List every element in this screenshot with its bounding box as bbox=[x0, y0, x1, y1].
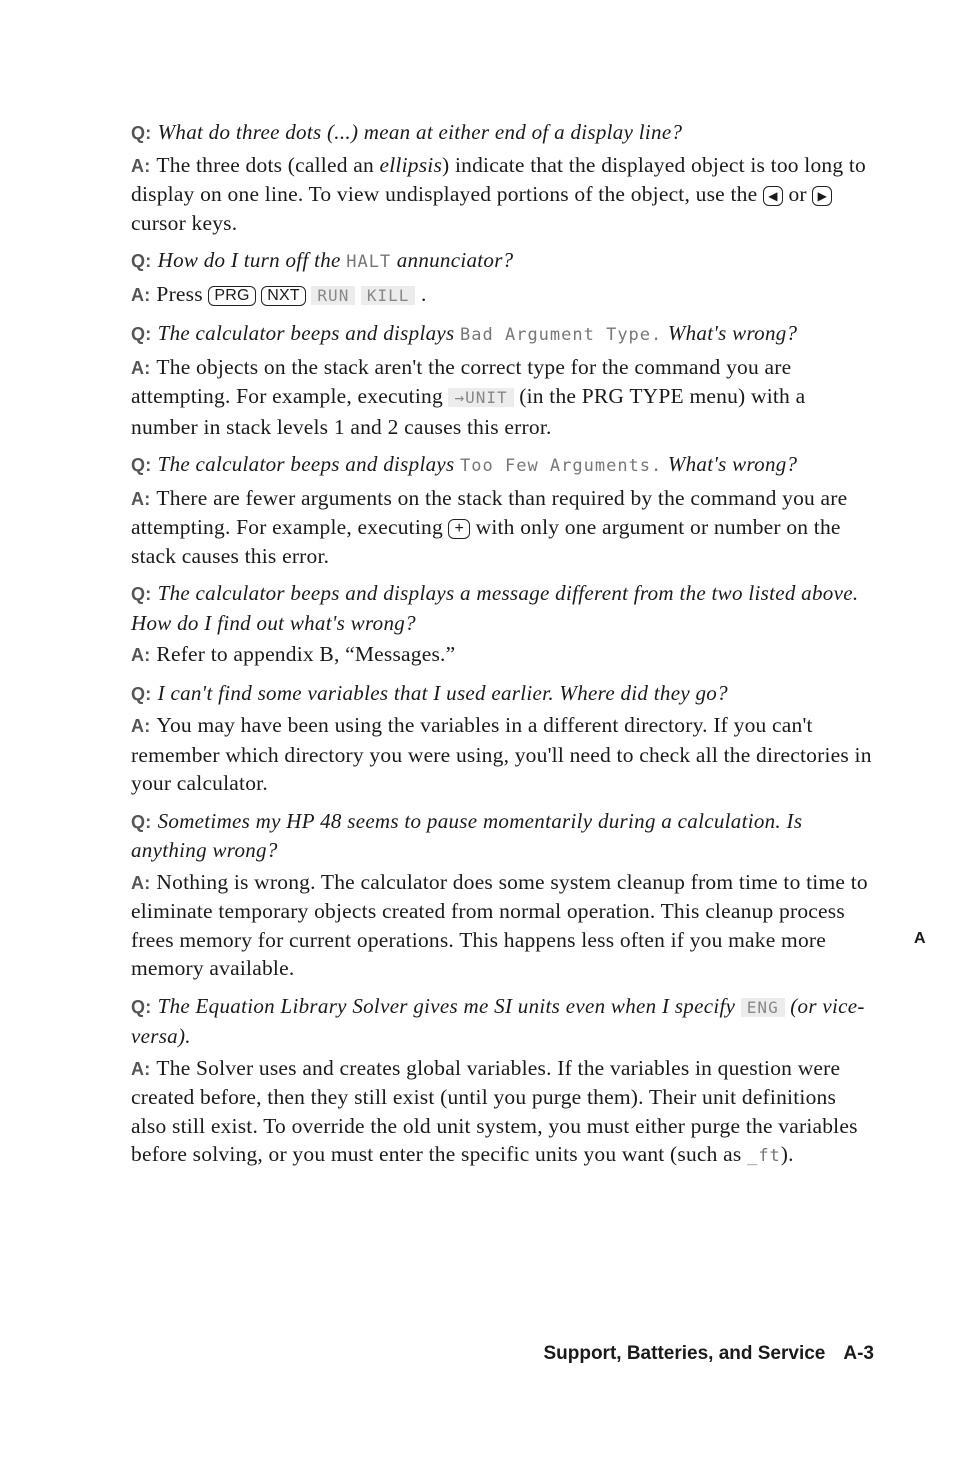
question-label: Q: bbox=[131, 123, 152, 143]
text-run: What's wrong? bbox=[662, 321, 798, 345]
text-run: annunciator? bbox=[391, 248, 514, 272]
qa-block bbox=[131, 450, 873, 570]
qa-block bbox=[131, 679, 873, 798]
menu-key-label: KILL bbox=[361, 286, 416, 305]
question-label: Q: bbox=[131, 683, 152, 704]
answer-label: A: bbox=[131, 488, 151, 509]
appendix-tab: A bbox=[914, 930, 926, 947]
text-run: Sometimes my HP 48 seems to pause momentarily during a calculation. Is anything wrong? bbox=[131, 808, 803, 862]
answer-label: A: bbox=[131, 357, 151, 378]
emphasis: ellipsis bbox=[379, 152, 443, 177]
question-label: Q: bbox=[131, 996, 152, 1017]
text-run: (in the PRG TYPE menu) with a number in stack levels 1 and 2 causes this error. bbox=[131, 384, 806, 439]
answer-label: A: bbox=[131, 284, 151, 305]
answer bbox=[131, 151, 873, 238]
left-arrow-key: ◀ bbox=[763, 186, 783, 206]
question-label: Q: bbox=[131, 584, 152, 604]
menu-key-label: →UNIT bbox=[448, 388, 513, 407]
menu-key-label: RUN bbox=[311, 286, 355, 305]
answer-label: A: bbox=[131, 716, 151, 736]
text-run: The calculator beeps and displays a message different from the two listed above. How do I find out what's wrong? bbox=[131, 581, 859, 635]
text-run: The calculator beeps and displays bbox=[157, 452, 461, 476]
answer-label: A: bbox=[131, 1058, 151, 1079]
text-run: (or vice-versa). bbox=[131, 993, 865, 1048]
answer bbox=[131, 868, 873, 983]
text-run: with only one argument or number on the stack causes this error. bbox=[131, 515, 841, 568]
text-run: What do three dots (...) mean at either end of a display line? bbox=[157, 120, 683, 144]
text-run: . bbox=[415, 281, 427, 306]
text-run: The calculator beeps and displays bbox=[157, 321, 461, 345]
qa-block bbox=[131, 579, 873, 670]
text-run: You may have been using the variables in a different directory. If you can't remember which directory you were using, you'll need to check all the directories in your calculator. bbox=[131, 713, 872, 795]
answer bbox=[131, 711, 873, 798]
text-run: ) indicate that the displayed object is too long to display on one line. To view undisplayed portions of the object, use the bbox=[131, 152, 867, 206]
question bbox=[131, 450, 873, 481]
answer bbox=[131, 353, 873, 442]
answer-label: A: bbox=[131, 645, 151, 665]
question-label: Q: bbox=[131, 324, 152, 344]
qa-block bbox=[131, 246, 873, 310]
text-run: The three dots (called an bbox=[156, 152, 380, 177]
question bbox=[131, 679, 873, 709]
display-text: Too Few Arguments. bbox=[460, 456, 663, 476]
text-run: Refer to appendix B, “Messages.” bbox=[156, 642, 456, 666]
page-number: A-3 bbox=[843, 1343, 874, 1364]
question bbox=[131, 319, 873, 350]
text-run: Nothing is wrong. The calculator does some system cleanup from time to time to eliminate temporary objects created from normal operation. This cleanup process frees memory for current operations. This happens less often if you make more memory available. bbox=[131, 869, 868, 980]
nxt-key: NXT bbox=[261, 286, 306, 306]
qa-block bbox=[131, 118, 873, 237]
text-run: or bbox=[782, 182, 813, 206]
text-run: I can't find some variables that I used earlier. Where did they go? bbox=[157, 680, 728, 705]
page-footer bbox=[543, 1343, 874, 1365]
qa-block bbox=[131, 319, 873, 441]
footer-title: Support, Batteries, and Service bbox=[543, 1343, 826, 1364]
answer-label: A: bbox=[131, 155, 151, 176]
answer bbox=[131, 484, 873, 571]
display-text: _ft bbox=[747, 1146, 781, 1166]
answer-label: A: bbox=[131, 872, 151, 893]
plus-key: + bbox=[448, 519, 470, 539]
text-run: How do I turn off the bbox=[157, 248, 347, 272]
qa-block bbox=[131, 807, 873, 983]
answer bbox=[131, 1054, 873, 1171]
menu-key-label: ENG bbox=[741, 998, 785, 1017]
answer bbox=[131, 640, 873, 670]
prg-key: PRG bbox=[208, 286, 255, 306]
text-run: What's wrong? bbox=[662, 452, 798, 476]
answer bbox=[131, 280, 873, 311]
text-run: The Equation Library Solver gives me SI units even when I specify bbox=[157, 993, 741, 1018]
question bbox=[131, 246, 873, 277]
right-arrow-key: ▶ bbox=[812, 186, 832, 206]
question bbox=[131, 118, 873, 148]
display-text: HALT bbox=[346, 252, 392, 272]
text-run: cursor keys. bbox=[131, 210, 238, 235]
question-label: Q: bbox=[131, 251, 152, 271]
text-run: The objects on the stack aren't the correct type for the command you are attempting. For example, executing bbox=[131, 354, 792, 408]
faq-page bbox=[131, 118, 873, 1180]
text-run: There are fewer arguments on the stack than required by the command you are attempting. For example, executing bbox=[131, 485, 848, 539]
text-run: Press bbox=[156, 281, 209, 306]
question bbox=[131, 807, 873, 865]
text-run: ). bbox=[780, 1142, 794, 1166]
text-run: The Solver uses and creates global variables. If the variables in question were created before, then they still exist (until you purge them). Their unit definitions also still exist. To override the old unit system, you must either purge the variables before solving, or you must enter the specific units you want (such as bbox=[131, 1055, 858, 1166]
question bbox=[131, 579, 873, 637]
question bbox=[131, 992, 873, 1051]
question-label: Q: bbox=[131, 455, 152, 475]
display-text: Bad Argument Type. bbox=[460, 325, 663, 345]
question-label: Q: bbox=[131, 811, 152, 832]
qa-block bbox=[131, 992, 873, 1171]
